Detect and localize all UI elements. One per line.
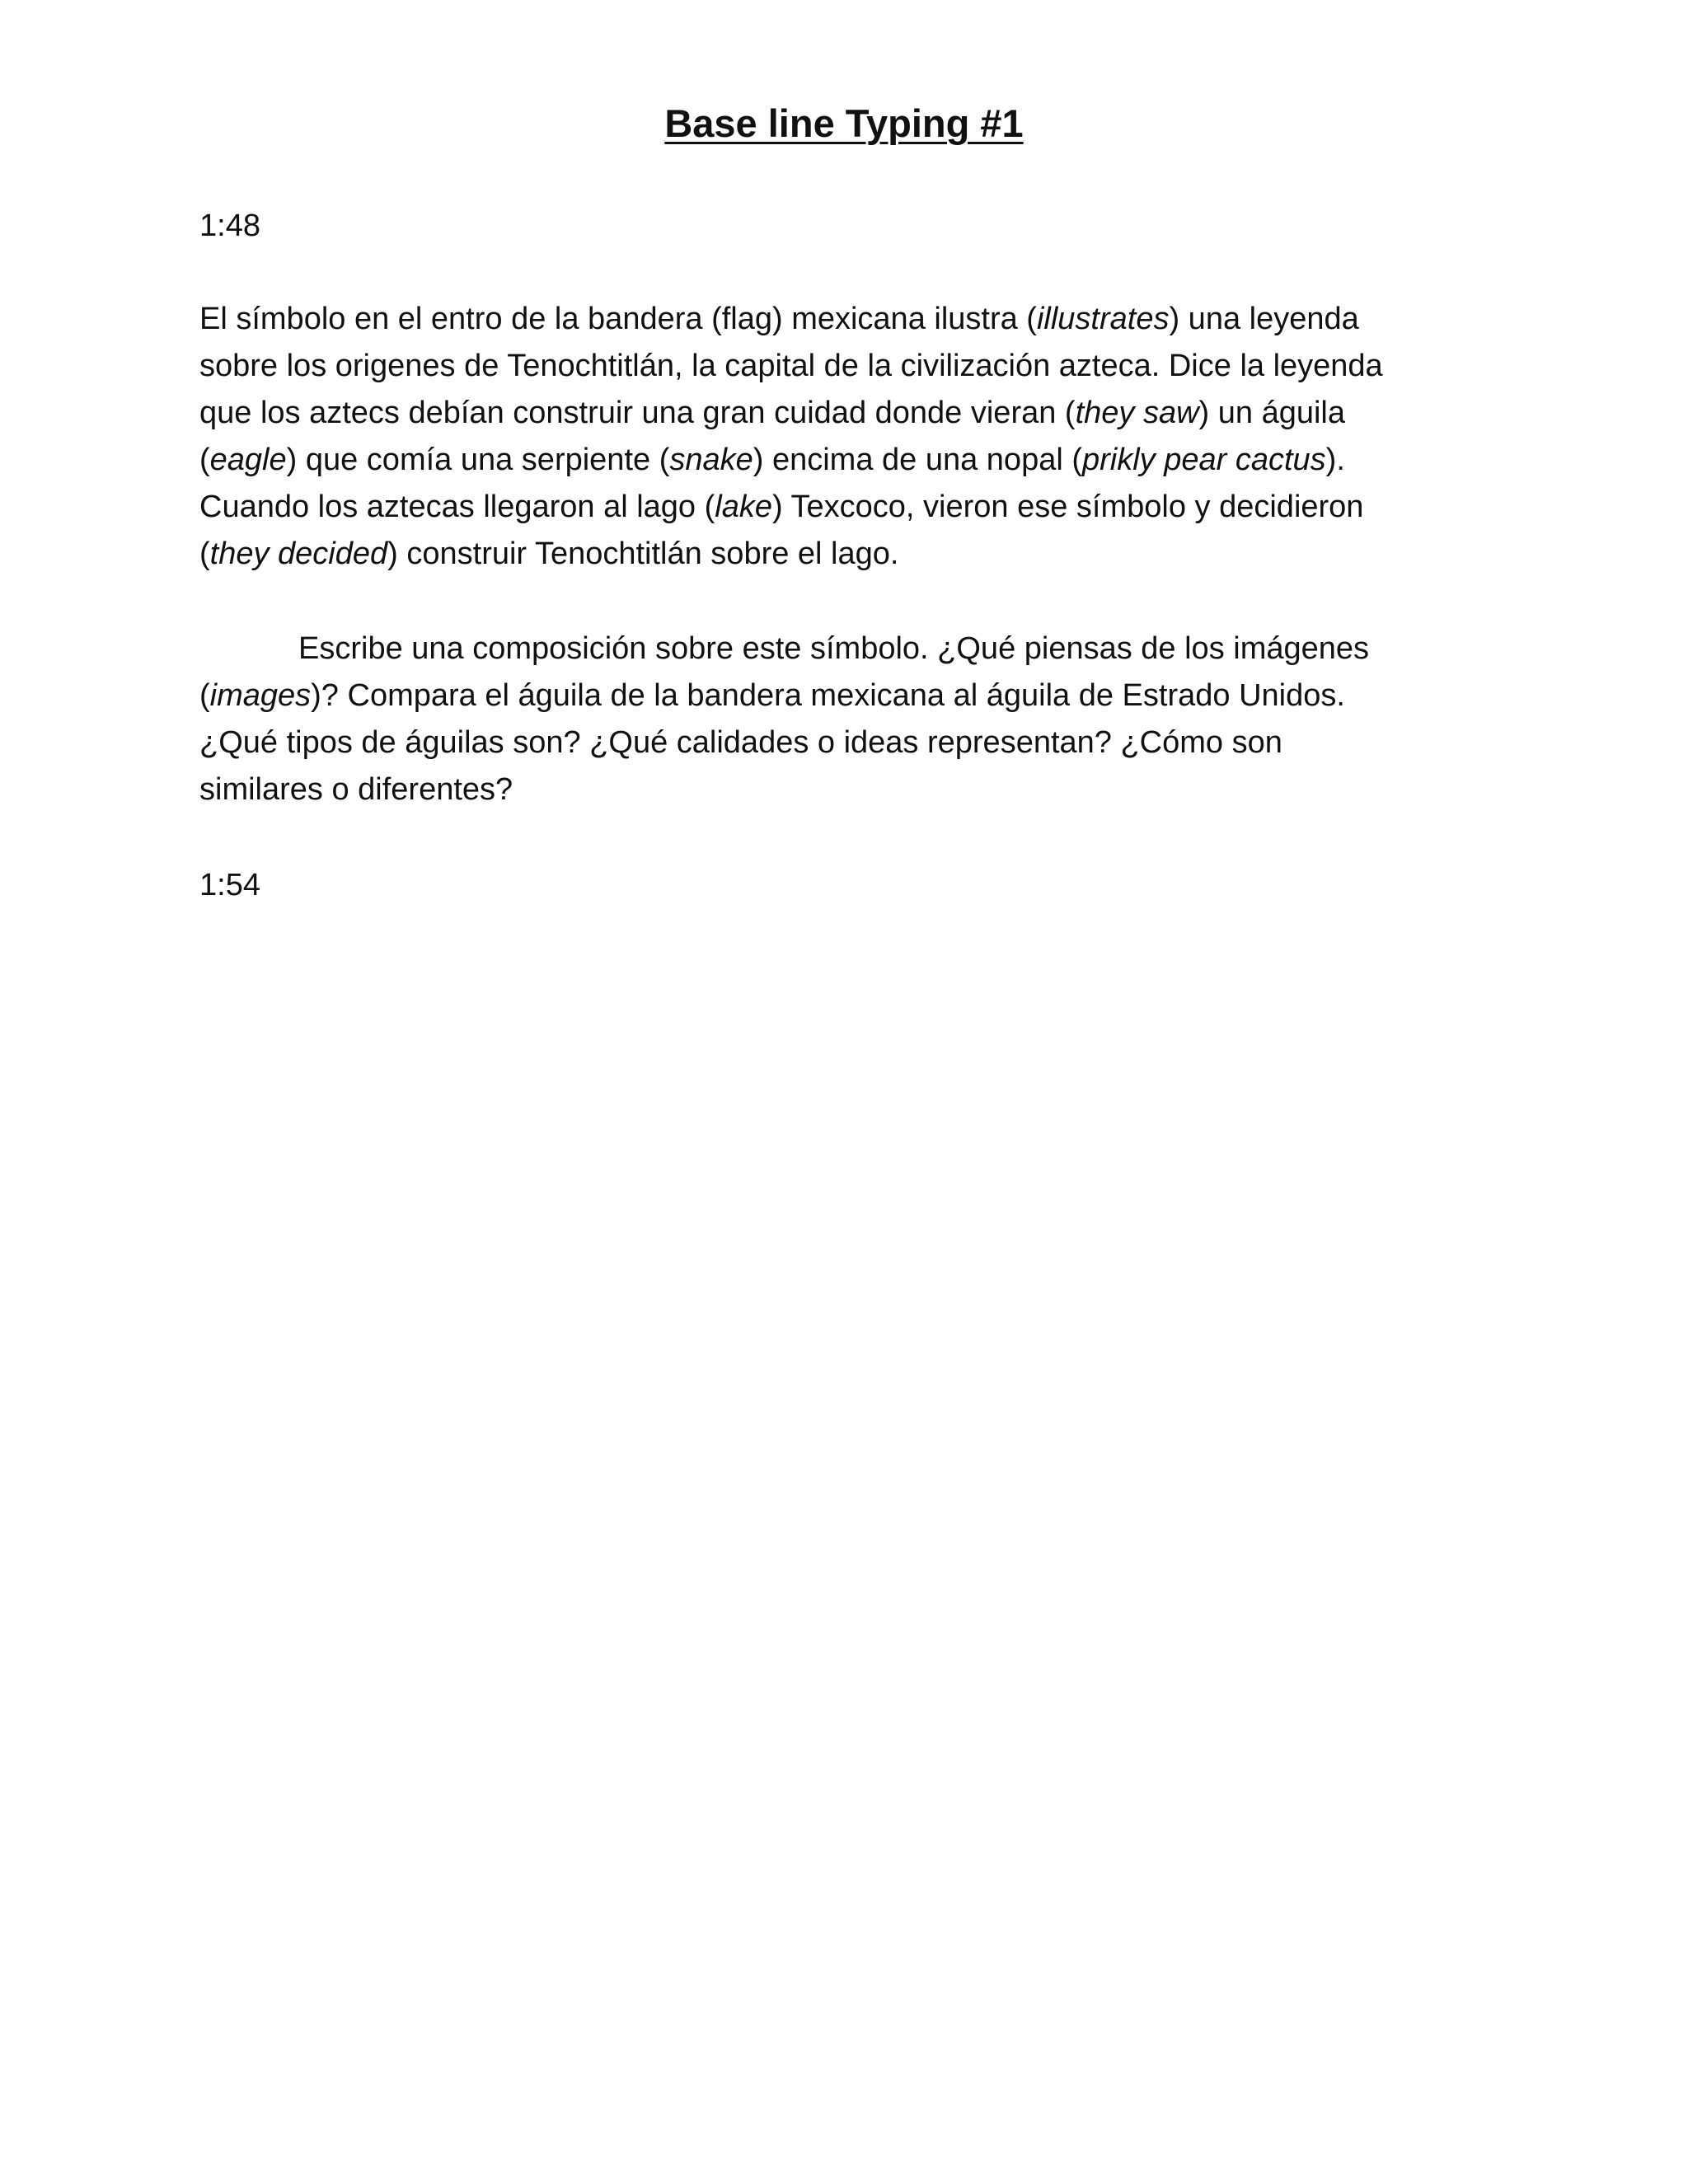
paragraph-line: similares o diferentes?	[199, 772, 513, 807]
english-gloss: illustrates	[1036, 302, 1170, 336]
document-title: Base line Typing #1	[664, 101, 1024, 145]
english-gloss: images	[209, 678, 312, 713]
paragraph-line: (eagle) que comía una serpiente (snake) encima de una nopal (prikly pear cactus).	[199, 443, 1345, 477]
english-gloss: lake	[715, 490, 772, 524]
paragraph-line: Escribe una composición sobre este símbolo. ¿Qué piensas de los imágenes	[298, 631, 1370, 666]
paragraph-line: (they decided) construir Tenochtitlán sobre el lago.	[199, 537, 899, 571]
english-gloss: prikly pear cactus	[1082, 443, 1326, 477]
english-gloss: they saw	[1075, 396, 1199, 430]
english-gloss: they decided	[209, 537, 388, 571]
legend-paragraph	[199, 296, 1518, 578]
paragraph-line: (images)? Compara el águila de la bandera mexicana al águila de Estrado Unidos.	[199, 678, 1345, 713]
paragraph-line: ¿Qué tipos de águilas son? ¿Qué calidades o ideas representan? ¿Cómo son	[199, 725, 1282, 760]
start-time: 1:48	[199, 209, 260, 243]
paragraph-line: Cuando los aztecas llegaron al lago (lake) Texcoco, vieron ese símbolo y decidieron	[199, 490, 1364, 524]
english-gloss: snake	[669, 443, 753, 477]
paragraph-line: sobre los origenes de Tenochtitlán, la capital de la civilización azteca. Dice la leyenda	[199, 349, 1383, 383]
paragraph-line: El símbolo en el entro de la bandera (flag) mexicana ilustra (illustrates) una leyenda	[199, 302, 1359, 336]
prompt-paragraph	[199, 626, 1518, 813]
paragraph-line: que los aztecs debían construir una gran cuidad donde vieran (they saw) un águila	[199, 396, 1346, 430]
end-time: 1:54	[199, 868, 260, 902]
english-gloss: eagle	[209, 443, 287, 477]
